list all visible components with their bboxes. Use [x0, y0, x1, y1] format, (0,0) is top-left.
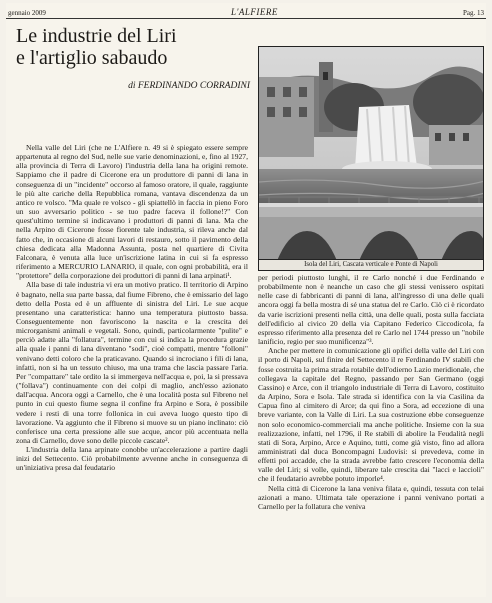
- article-byline: di FERDINANDO CORRADINI: [128, 81, 250, 91]
- article-paragraph: Alla base di tale industria vi era un motivo pratico. Il territorio di Arpino è bagnato, nella sua parte bassa, dal fiume Fibreno, che è emissario del lago detto della Posta ed è un affluente di sinistra del Liri. Le sue acque presentano una caratteristica: hanno una temperatura piuttosto bassa. Conseguentemente non favoriscono la nascita e la crescita dei microrganismi animali e vegetali. Sono, quindi, particolarmente "pulite" e perciò adatte alla "follatura", termine con cui si indica la procedura grazie alla quale i panni di lana diventano "sodi", cioè compatti, mentre "folloni" venivano detti coloro che la praticavano. Quando si incrociano i fili di lana, infatti, non si ha un tessuto chiuso, ma una trama che lascia passare l'aria. Per "compattare" tale ordito la si immergeva nell'acqua e, poi, la si pressava ("follava") continuamente con dei colpi di maglio, anch'esso azionato dall'acqua. Ancora oggi a Carnello, che è una località posta sul Fibreno nel punto in cui questo fiume segna il confine fra Arpino e Sora, è possibile vedere i resti di una torre follonica in cui aveva luogo questo tipo di lavorazione. Va aggiunto che il Fibreno si muove su un piano inclinato: ciò conferisce una certa pressione alle sue acque, ancor più accentuata nella zona di Carnello, dove sono delle piccole cascate².: [16, 280, 248, 445]
- publication-name: L'ALFIERE: [231, 7, 278, 17]
- article-paragraph: Nella valle del Liri (che ne L'Alfiere n. 49 si è spiegato essere sempre appartenuta al regno del Sud, nelle sue varie denominazioni, e, fino al 1927, alla provincia di Terra di Lavoro) l'industria della lana ha origini remote. Sappiamo che il padre di Cicerone era un produttore di panni di lana in conseguenza di un "incidente" occorso al famoso oratore, il quale, raggiunte le più alte cariche della Repubblica romana, vantava discendenza da un antico re volsco. "Ma quale re volsco - gli spiattellò in faccia in pieno Foro un suo avversario politico - se tuo padre faceva il follone!?" Con quest'ultimo termine si indicavano i produttori di panni di lana. Ma che nella Arpino di Cicerone fosse fiorente tale industria, si rileva anche dal fatto che, in occasione di alcuni lavori di restauro, sotto il pavimento della chiesa dedicata alla Madonna Assunta, posta nel quartiere di Civita Falconara, è venuta alla luce un'iscrizione latina in cui si fa espresso riferimento a MERCURIO LANARIO, il quale, con ogni probabilità, era il "protettore" della corporazione dei produttori di panni di lana arpinati¹.: [16, 143, 248, 281]
- article-column-left: [16, 143, 248, 473]
- issue-date: gennaio 2009: [8, 9, 46, 17]
- article-column-right: [258, 273, 484, 511]
- article-paragraph: per periodi piuttosto lunghi, il re Carlo nonché i due Ferdinando e probabilmente non è neanche un caso che gli stessi venissero ospitati nelle case di fabbricanti di panni di lana, all'ingresso di una delle quali ancora oggi fa bella mostra di sé una statua del re Carlo. Ciò ci è ricordato da varie iscrizioni presenti nella città, una delle quali, posta sulla facciata dell'edificio al civico 20 della via Capitano Federico Ciccodicola, fa espresso riferimento alla presenza del re Carlo nel 1744 presso un "nobile lanificio, regio per suo munificenza"³.: [258, 273, 484, 347]
- article-paragraph: L'industria della lana arpinate conobbe un'accelerazione a partire dagli inizi del Settecento. Ciò probabilmente avvenne anche in conseguenza di un'iniziativa presa dal feudatario: [16, 445, 248, 473]
- page-number: Pag. 13: [463, 9, 484, 17]
- article-title-line2: e l'artiglio sabaudo: [16, 47, 168, 69]
- running-header: [6, 3, 486, 17]
- waterfall-bridge-image: [259, 47, 484, 260]
- article-title: [16, 25, 248, 69]
- newspaper-page: [6, 3, 486, 597]
- article-paragraph: Nella città di Cicerone la lana veniva filata e, quindi, tessuta con telai azionati a mano. Ultimata tale operazione i panni venivano portati a Carnello per la follatura che veniva: [258, 483, 484, 511]
- photo-caption: Isola del Liri, Cascata verticale e Ponte di Napoli: [258, 260, 484, 271]
- article-title-line1: Le industrie del Liri: [16, 25, 177, 47]
- article-photo: [258, 46, 484, 260]
- header-rule: [6, 18, 486, 19]
- article-paragraph: Anche per mettere in comunicazione gli opifici della valle del Liri con il porto di Napoli, sul finire del Settecento il re Ferdinando IV stabilì che fosse costruita la prima strada rotabile dell'odierno Lazio meridionale, che collegava la capitale del Regno, passando per San Germano (oggi Cassino) e Arce, con il triangolo industriale di Terra di Lavoro, costituito da Arpino, Sora e Isola. Tale strada si identifica con la via Casilina da Capua fino al cimitero di Arce; da qui fino a Sora, ad eccezione di una breve variante, con la Valle di Liri. La sua costruzione ebbe conseguenze non solo economico-commerciali ma anche politiche. Insieme con la sua realizzazione, infatti, nel 1796, il Re stabilì di abolire la Feudalità negli stati di Sora, Arpino, Arce e Aquino, tutti, come già visto, fino ad allora amministrati dal duca Boncompagni Ludovisi: si prevedeva, come in effetti poi accadde, che la strada avrebbe fatto crescere l'economia della valle del Liri; si volle, quindi, liberare tale crescita dai "lacci e laccioli" che il feudatario avrebbe potuto imporle⁴.: [258, 346, 484, 484]
